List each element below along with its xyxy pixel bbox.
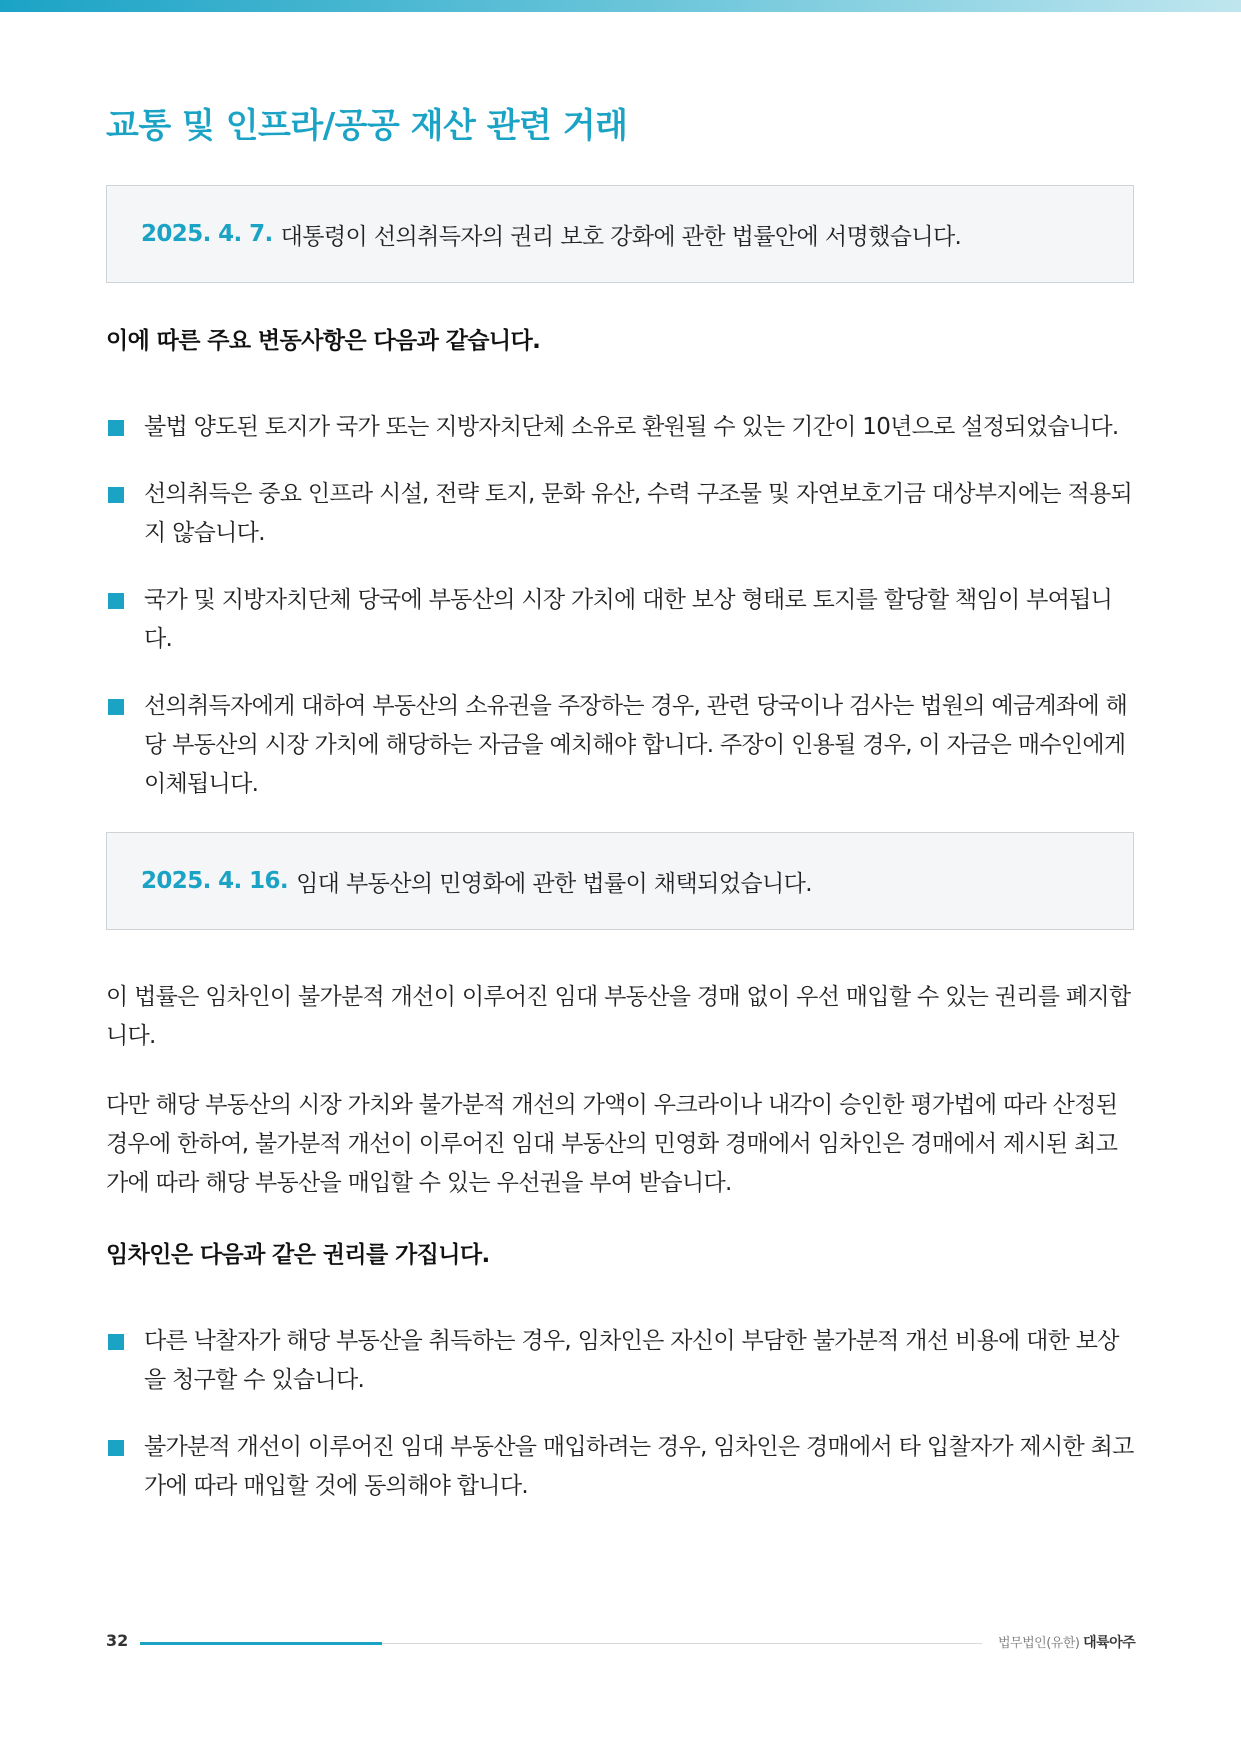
list-item: 불법 양도된 토지가 국가 또는 지방자치단체 소유로 환원될 수 있는 기간이 10년으로 설정되었습니다.: [106, 408, 1134, 447]
notice-date: 2025. 4. 16.: [141, 868, 289, 894]
list-item: 선의취득자에게 대하여 부동산의 소유권을 주장하는 경우, 관련 당국이나 검사는 법원의 예금계좌에 해당 부동산의 시장 가치에 해당하는 자금을 예치해야 합니다. 주장이 인용될 경우, 이 자금은 매수인에게 이체됩니다.: [106, 687, 1134, 804]
footer-divider: [382, 1643, 982, 1644]
list-item: 다른 낙찰자가 해당 부동산을 취득하는 경우, 임차인은 자신이 부담한 불가분적 개선 비용에 대한 보상을 청구할 수 있습니다.: [106, 1322, 1134, 1400]
notice-text: 임대 부동산의 민영화에 관한 법률이 채택되었습니다.: [296, 870, 812, 897]
bullet-square-icon: [108, 1440, 124, 1456]
bullet-square-icon: [108, 487, 124, 503]
bullet-square-icon: [108, 593, 124, 609]
changes-heading: 이에 따른 주요 변동사항은 다음과 같습니다.: [106, 328, 541, 354]
notice-text: 대통령이 선의취득자의 권리 보호 강화에 관한 법률안에 서명했습니다.: [280, 223, 962, 250]
rights-heading: 임차인은 다음과 같은 권리를 가집니다.: [106, 1242, 490, 1268]
paragraph-1: 이 법률은 임차인이 불가분적 개선이 이루어진 임대 부동산을 경매 없이 우선 매입할 수 있는 권리를 폐지합니다.: [106, 984, 1131, 1049]
list-item: 선의취득은 중요 인프라 시설, 전략 토지, 문화 유산, 수력 구조물 및 자연보호기금 대상부지에는 적용되지 않습니다.: [106, 475, 1134, 553]
bullet-square-icon: [108, 699, 124, 715]
bullet-square-icon: [108, 1334, 124, 1350]
footer-accent-line: [140, 1642, 382, 1645]
changes-list: [106, 408, 1134, 832]
notice-date: 2025. 4. 7.: [141, 221, 273, 247]
footer-firm-name: 법무법인(유한) 대륙아주: [998, 1635, 1136, 1651]
page-number: 32: [106, 1631, 129, 1650]
paragraph-2: 다만 해당 부동산의 시장 가치와 불가분적 개선의 가액이 우크라이나 내각이 승인한 평가법에 따라 산정된 경우에 한하여, 불가분적 개선이 이루어진 임대 부동산의 민영화 경매에서 임차인은 경매에서 제시된 최고가에 따라 해당 부동산을 매입할 수 있는 우선권을 부여 받습니다.: [106, 1092, 1118, 1196]
top-accent-bar: [0, 0, 1241, 12]
list-item: 불가분적 개선이 이루어진 임대 부동산을 매입하려는 경우, 임차인은 경매에서 타 입찰자가 제시한 최고가에 따라 매입할 것에 동의해야 합니다.: [106, 1428, 1134, 1506]
notice-box-1: [106, 185, 1134, 283]
list-item: 국가 및 지방자치단체 당국에 부동산의 시장 가치에 대한 보상 형태로 토지를 할당할 책임이 부여됩니다.: [106, 581, 1134, 659]
notice-box-2: [106, 832, 1134, 930]
section-title: 교통 및 인프라/공공 재산 관련 거래: [106, 106, 628, 146]
rights-list: [106, 1322, 1134, 1534]
bullet-square-icon: [108, 420, 124, 436]
